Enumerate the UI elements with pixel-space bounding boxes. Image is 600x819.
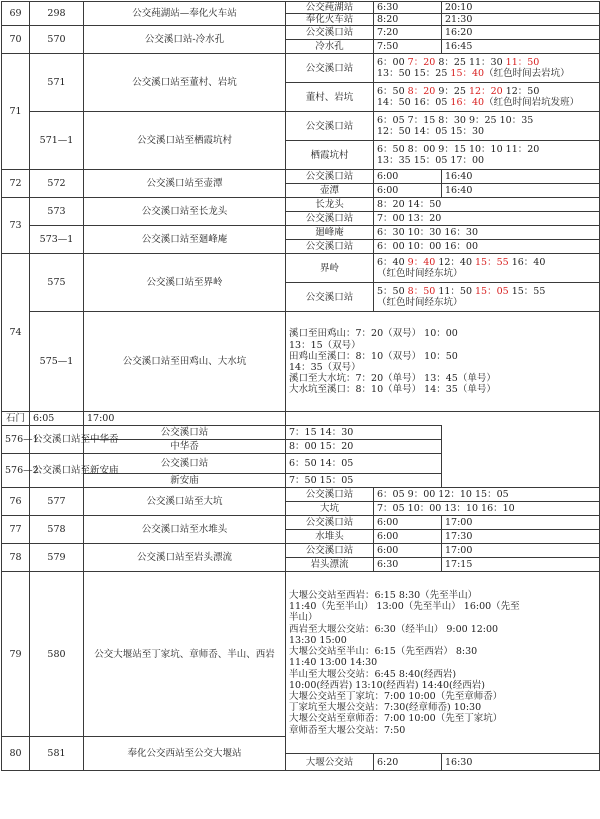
route-name: 公交溪口站至水堆头 [84,516,286,544]
time-text: 7：05 10：00 13：10 16：10 [377,503,515,515]
table-row [2,544,600,558]
first-departure: 8:20 [374,14,442,26]
departure-stop: 公交溪口站 [84,426,286,440]
table-row [2,474,600,488]
time-line [289,362,596,373]
schedule-times [286,426,442,440]
time-line [289,635,596,646]
highlighted-time: 15：55 [475,257,509,269]
time-line [289,458,438,469]
route-name: 奉化公交西站至公交大堰站 [84,737,286,771]
departure-stop: 中华岙 [84,440,286,454]
last-departure: 16:20 [442,26,600,40]
row-number: 78 [2,544,30,572]
highlighted-time: 8：50 [407,286,436,298]
route-name: 公交溪口站至中华岙 [30,426,84,454]
time-line [289,441,438,452]
route-number: 571—1 [30,112,84,170]
schedule-times [374,141,600,170]
departure-stop: 公交溪口站 [286,488,374,502]
time-text: 11:40（先至半山） 13:00（先至半山） 16:00（先至 [289,601,520,613]
departure-stop: 公交溪口站 [286,54,374,83]
departure-stop: 新安庙 [84,474,286,488]
time-text: 8：25 11：30 [435,57,506,69]
time-line [377,227,596,238]
time-line [289,475,438,486]
row-number: 79 [2,572,30,737]
time-text: （红色时间经东坑） [377,268,463,280]
departure-stop: 壶潭 [286,184,374,198]
first-departure: 6:00 [374,530,442,544]
departure-stop: 公交溪口站 [286,240,374,254]
highlighted-time: 12：20 [468,86,503,98]
last-departure: 16:45 [442,40,600,54]
time-text: 11:40 13:00 14:30 [289,657,378,669]
row-number: 77 [2,516,30,544]
time-text: 8：20 14：50 [377,199,442,211]
first-departure: 6:00 [374,544,442,558]
time-text: （红色时间岩坑发班） [484,97,580,109]
time-text: 14：50 16：05 [377,97,451,109]
time-text: 章师岙至大堰公交站：7:50 [289,724,406,736]
time-text: 13：50 15：25 [377,68,451,80]
time-line [377,126,596,137]
time-text: 5：50 [377,286,408,298]
schedule-times [374,502,600,516]
time-line [377,97,596,108]
time-text: 田鸡山至溪口：8：10（双号） 10：50 [289,350,458,362]
departure-stop: 大堰公交站 [286,754,374,771]
last-departure: 17:00 [84,412,286,426]
departure-stop: 公交溪口站 [286,212,374,226]
last-departure: 17:00 [442,544,600,558]
highlighted-time: 11：50 [505,57,540,69]
time-line [377,115,596,126]
time-line [377,241,596,252]
time-text: 6：05 9：00 12：10 15：05 [377,489,509,501]
time-text: 西岩至大堰公交站：6:30（经半山） 9:00 12:00 [289,623,499,635]
first-departure: 6:00 [374,516,442,530]
table-row [2,488,600,502]
row-number: 71 [2,54,30,170]
route-number: 572 [30,170,84,198]
table-row [2,412,600,426]
route-number: 581 [30,737,84,771]
row-number: 74 [2,254,30,412]
time-text: 12：50 [502,86,540,98]
route-number: 575—1 [30,312,84,412]
last-departure: 16:30 [442,754,600,771]
schedule-times [374,54,600,83]
time-line [289,340,596,351]
time-text: 10:00(经西岩) 13:10(经西岩) 14:40(经西岩) [289,679,485,691]
route-number: 570 [30,26,84,54]
schedule-times [286,440,442,454]
time-text: 6：30 10：30 16：30 [377,227,479,239]
route-name: 公交溪口站至栖霞坑村 [84,112,286,170]
time-line [289,669,596,680]
time-line [289,427,438,438]
schedule-times [374,198,600,212]
highlighted-time: 9：40 [407,257,436,269]
time-line [377,144,596,155]
time-text: 大堰公交站至西岩：6:15 8:30（先至半山） [289,590,478,602]
time-line [377,199,596,210]
departure-stop: 水堆头 [286,530,374,544]
table-row [2,170,600,184]
time-text: 14：35（双号） [289,361,361,373]
time-text: 13：35 15：05 17：00 [377,155,485,167]
route-number: 576—2 [2,454,30,488]
last-departure: 20:10 [442,2,600,14]
first-departure: 6:30 [374,2,442,14]
departure-stop: 公交溪口站 [286,516,374,530]
time-line [377,286,596,297]
route-name: 公交溪口站至壶潭 [84,170,286,198]
time-text: 11：50 [435,286,476,298]
departure-stop: 公交溪口站 [286,544,374,558]
highlighted-time: 8：20 [407,86,436,98]
route-name: 公交溪口站至田鸡山、大水坑 [84,312,286,412]
route-name: 公交溪口站至新安庙 [30,454,84,488]
time-line [377,86,596,97]
departure-stop: 公交溪口站 [286,283,374,312]
route-number: 577 [30,488,84,516]
time-line [377,503,596,514]
time-line [289,612,596,623]
table-row [2,516,600,530]
time-line [289,373,596,384]
time-text: 16：40 [508,257,546,269]
time-text: 9：25 [435,86,469,98]
row-number: 80 [2,737,30,771]
time-line [377,57,596,68]
highlighted-time: 16：40 [450,97,485,109]
bus-schedule-table [1,1,600,771]
schedule-times [286,474,442,488]
schedule-times [286,454,442,474]
time-text: 6：50 14：05 [289,458,354,470]
row-number: 70 [2,26,30,54]
time-line [289,691,596,702]
time-line [289,351,596,362]
table-row [2,572,600,737]
time-line [289,646,596,657]
time-text: 7：00 13：20 [377,213,442,225]
departure-stop: 公交溪口站 [84,454,286,474]
route-number: 575 [30,254,84,312]
time-text: 溪口至田鸡山：7：20（双号） 10：00 [289,328,458,340]
departure-stop: 公交溪口站 [286,112,374,141]
time-line [377,268,596,279]
time-line [289,624,596,635]
time-line [289,725,596,736]
departure-stop: 岩头漂流 [286,558,374,572]
time-line [377,257,596,268]
departure-stop: 界岭 [286,254,374,283]
route-name: 公交溪口站至岩头漂流 [84,544,286,572]
first-departure: 6:00 [374,170,442,184]
departure-stop: 公交溪口站 [286,170,374,184]
time-line [289,328,596,339]
first-departure: 7:20 [374,26,442,40]
first-departure: 6:30 [374,558,442,572]
first-departure: 6:00 [374,184,442,198]
route-name: 公交莼湖站—奉化火车站 [84,2,286,26]
time-text: 13：15（双号） [289,339,361,351]
time-text: 大水坑至溪口：8：10（单号） 14：35（单号） [289,384,496,396]
time-line [377,213,596,224]
schedule-times [286,572,600,754]
time-text: 6：50 [377,86,408,98]
highlighted-time: 15：05 [475,286,509,298]
route-name: 公交溪口站至廻峰庵 [84,226,286,254]
table-row [2,226,600,240]
schedule-times [374,240,600,254]
table-row [2,112,600,141]
time-line [377,489,596,500]
time-text: 大堰公交站至章师岙：7:00 10:00（先至丁家坑） [289,713,503,725]
time-line [289,680,596,691]
route-name: 公交溪口站至长龙头 [84,198,286,226]
table-row [2,254,600,283]
departure-stop: 公交莼湖站 [286,2,374,14]
last-departure: 17:00 [442,516,600,530]
schedule-times [374,212,600,226]
last-departure: 16:40 [442,184,600,198]
time-text: （红色时间去岩坑） [484,68,570,80]
time-line [289,702,596,713]
table-row [2,2,600,14]
time-text: 7：15 14：30 [289,427,354,439]
route-number: 571 [30,54,84,112]
time-line [289,713,596,724]
route-number: 579 [30,544,84,572]
route-name: 公交溪口站-冷水孔 [84,26,286,54]
last-departure: 21:30 [442,14,600,26]
row-number: 76 [2,488,30,516]
schedule-times [374,488,600,502]
time-line [289,590,596,601]
route-number: 578 [30,516,84,544]
schedule-times [374,226,600,240]
time-line [289,657,596,668]
table-row [2,312,600,398]
route-number: 298 [30,2,84,26]
time-line [289,601,596,612]
row-number: 72 [2,170,30,198]
schedule-times [374,112,600,141]
time-text: 大堰公交站至半山：6:15（先至西岩） 8:30 [289,646,478,658]
departure-stop: 廻峰庵 [286,226,374,240]
schedule-times [286,312,600,412]
time-text: 大堰公交站至丁家坑：7:00 10:00（先至章师岙） [289,690,503,702]
first-departure: 6:05 [30,412,84,426]
time-line [289,384,596,395]
route-name: 公交溪口站至界岭 [84,254,286,312]
time-text: 8：00 15：20 [289,441,354,453]
route-number: 573—1 [30,226,84,254]
time-text: 6：00 [377,57,408,69]
time-text: 半山） [289,612,318,624]
time-text: 6：05 7：15 8：30 9：25 10：35 [377,115,534,127]
time-text: 6：00 10：00 16：00 [377,241,479,253]
table-row [2,426,600,440]
last-departure: 16:40 [442,170,600,184]
time-line [377,297,596,308]
time-text: 15：55 [508,286,546,298]
row-number: 69 [2,2,30,26]
route-name: 公交溪口站至大坑 [84,488,286,516]
time-text: 溪口至大水坑：7：20（单号） 13：45（单号） [289,373,496,385]
time-text: （红色时间经东坑） [377,297,463,309]
time-text: 6：40 [377,257,408,269]
schedule-times [374,254,600,283]
first-departure: 6:20 [374,754,442,771]
schedule-times [374,283,600,312]
time-line [377,68,596,79]
last-departure: 17:30 [442,530,600,544]
time-line [377,155,596,166]
route-number: 580 [30,572,84,737]
departure-stop: 石门 [2,412,30,426]
time-text: 12：40 [435,257,476,269]
route-name: 公交溪口站至董村、岩坑 [84,54,286,112]
schedule-body [2,2,600,771]
departure-stop: 公交溪口站 [286,26,374,40]
departure-stop: 董村、岩坑 [286,83,374,112]
table-row [2,26,600,40]
first-departure: 7:50 [374,40,442,54]
route-number: 576—1 [2,426,30,454]
table-row [2,454,600,474]
table-row [2,198,600,212]
highlighted-time: 15：40 [450,68,485,80]
highlighted-time: 7：20 [407,57,436,69]
departure-stop: 栖霞坑村 [286,141,374,170]
time-text: 12：50 14：05 15：30 [377,126,485,138]
route-name: 公交大堰站至丁家坑、章师岙、半山、西岩 [84,572,286,737]
time-text: 半山至大堰公交站：6:45 8:40(经西岩) [289,668,457,680]
schedule-times [374,83,600,112]
departure-stop: 冷水孔 [286,40,374,54]
time-text: 丁家坑至大堰公交站：7:30(经章师岙) 10:30 [289,702,482,714]
table-row [2,54,600,83]
route-number: 573 [30,198,84,226]
departure-stop: 长龙头 [286,198,374,212]
departure-stop: 奉化火车站 [286,14,374,26]
time-text: 7：50 15：05 [289,475,354,487]
departure-stop: 大坑 [286,502,374,516]
last-departure: 17:15 [442,558,600,572]
time-text: 6：50 8：00 9：15 10：10 11：20 [377,144,540,156]
time-text: 13:30 15:00 [289,634,347,646]
row-number: 73 [2,198,30,254]
